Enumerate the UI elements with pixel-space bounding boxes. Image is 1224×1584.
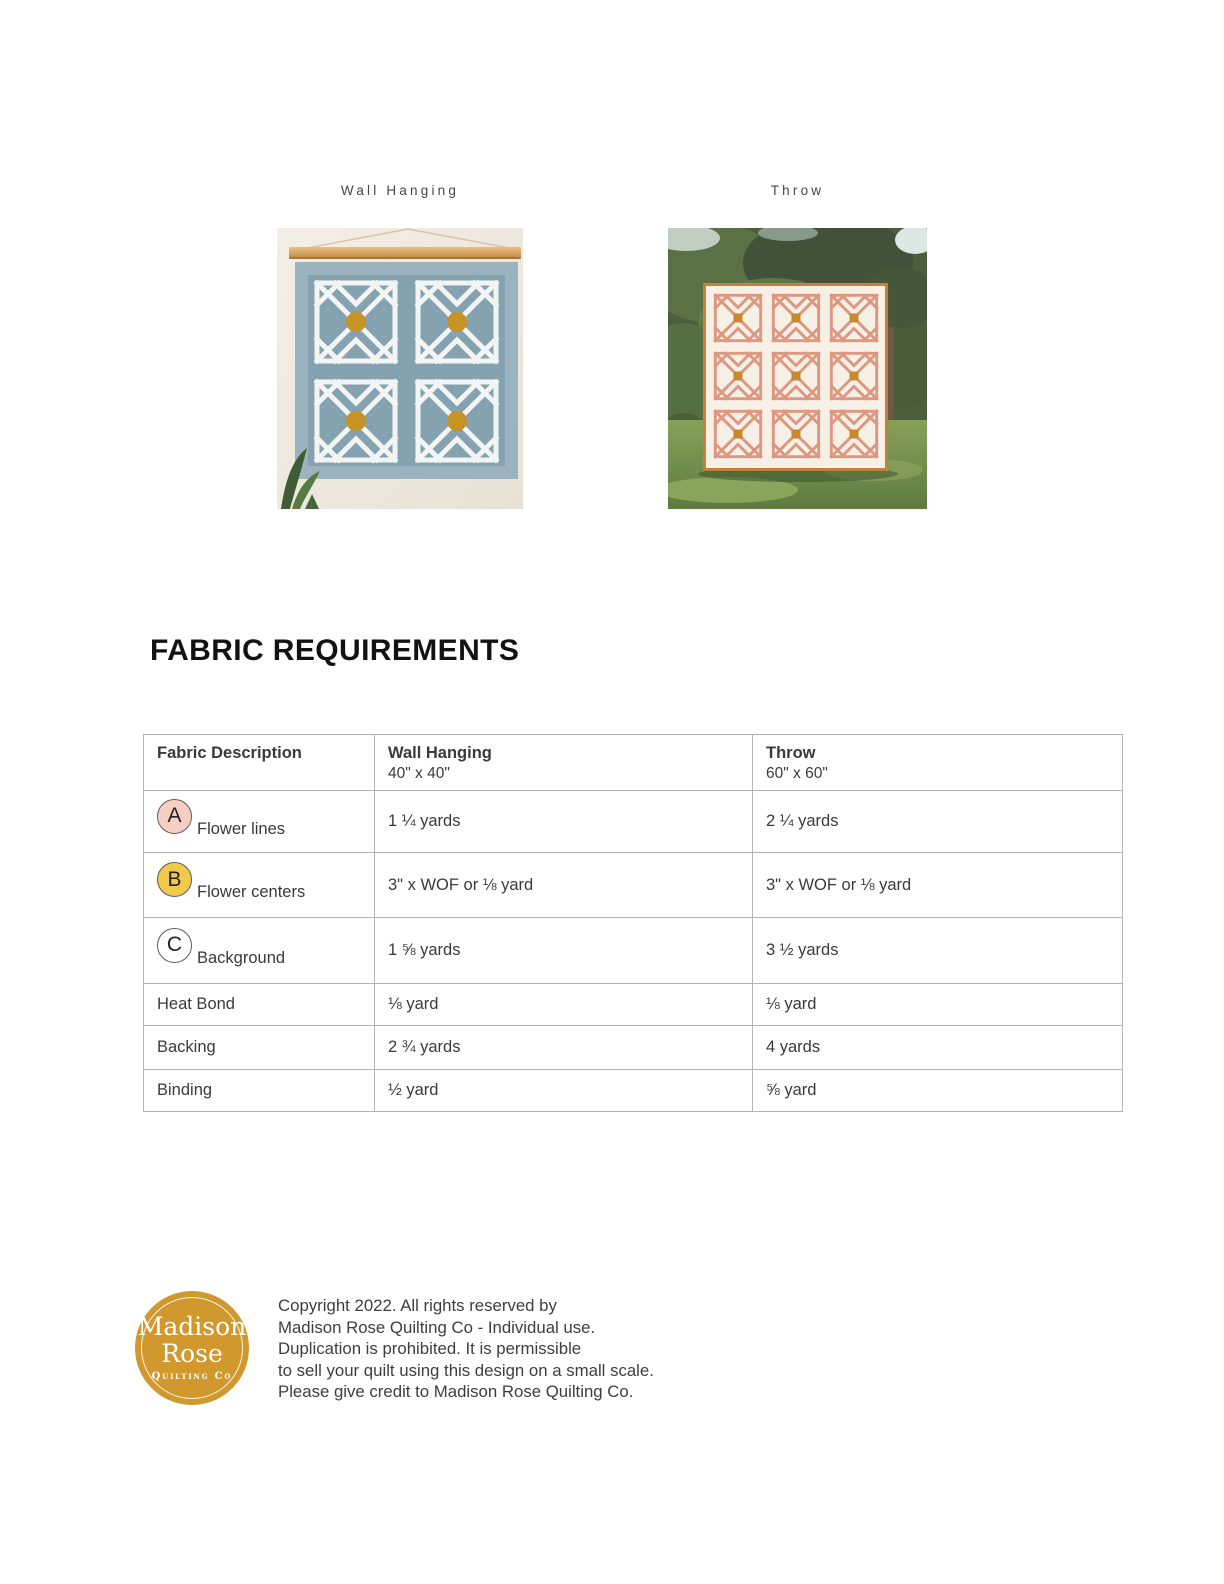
fabric-a-badge: A <box>157 799 192 834</box>
throw-caption: Throw <box>770 183 825 198</box>
wall-hanging-value: 3" x WOF or ⅛ yard <box>375 853 753 918</box>
table-row-heat-bond <box>144 984 1123 1026</box>
copyright-line: Please give credit to Madison Rose Quilting Co. <box>278 1382 634 1401</box>
logo-line-madison: Madison <box>137 1312 247 1341</box>
wall-hanging-caption: Wall Hanging <box>340 183 460 198</box>
wall-hanging-value: 1 ¼ yards <box>375 791 753 853</box>
page-title: FABRIC REQUIREMENTS <box>150 634 520 667</box>
fabric-label-cell <box>144 791 375 853</box>
table-row-background <box>144 918 1123 984</box>
wall-hanging-value: ⅛ yard <box>375 984 753 1026</box>
col-header-fabric-description <box>144 735 375 791</box>
fabric-b-badge: B <box>157 862 192 897</box>
logo-line-quilting-co: Quilting Co <box>151 1371 233 1382</box>
logo-line-rose: Rose <box>161 1338 223 1368</box>
wall-hanging-value: 2 ¾ yards <box>375 1026 753 1070</box>
col-title: Throw <box>766 744 816 762</box>
throw-value: ⅝ yard <box>753 1070 1123 1112</box>
copyright-line: Copyright 2022. All rights reserved by <box>278 1296 557 1315</box>
throw-value: 3 ½ yards <box>753 918 1123 984</box>
fabric-label: Flower centers <box>197 883 306 901</box>
throw-photo <box>668 228 927 509</box>
fabric-c-badge: C <box>157 928 192 963</box>
fabric-label: Binding <box>144 1070 375 1112</box>
col-header-throw <box>753 735 1123 791</box>
col-title: Fabric Description <box>157 744 302 762</box>
wall-hanging-value: ½ yard <box>375 1070 753 1112</box>
fabric-label: Flower lines <box>197 819 286 838</box>
throw-value: 3" x WOF or ⅛ yard <box>753 853 1123 918</box>
fabric-label: Heat Bond <box>144 984 375 1026</box>
col-subtitle: 40" x 40" <box>388 765 450 782</box>
table-header-row <box>144 735 1123 791</box>
copyright-line: to sell your quilt using this design on a small scale. <box>278 1360 654 1380</box>
fabric-label: Backing <box>144 1026 375 1070</box>
fabric-requirements-table <box>143 734 1123 1112</box>
wall-hanging-value: 1 ⅝ yards <box>375 918 753 984</box>
copyright-line: Madison Rose Quilting Co - Individual use. <box>278 1317 596 1337</box>
table-row-binding <box>144 1070 1123 1112</box>
throw-value: 2 ¼ yards <box>753 791 1123 853</box>
fabric-label-cell <box>144 918 375 984</box>
wall-hanging-photo <box>277 228 523 509</box>
fabric-label-cell <box>144 853 375 918</box>
fabric-label: Background <box>197 948 286 967</box>
throw-value: 4 yards <box>753 1026 1123 1070</box>
madison-rose-logo <box>135 1291 249 1405</box>
wall-hanging-quilt-illustration <box>277 228 523 509</box>
throw-quilt-illustration <box>668 228 927 509</box>
copyright-text <box>278 1295 654 1403</box>
table-row-backing <box>144 1026 1123 1070</box>
copyright-line: Duplication is prohibited. It is permissible <box>278 1339 582 1358</box>
table-row-flower-lines <box>144 791 1123 853</box>
col-title: Wall Hanging <box>388 744 492 762</box>
col-subtitle: 60" x 60" <box>766 765 828 782</box>
col-header-wall-hanging <box>375 735 753 791</box>
table-row-flower-centers <box>144 853 1123 918</box>
throw-value: ⅛ yard <box>753 984 1123 1026</box>
